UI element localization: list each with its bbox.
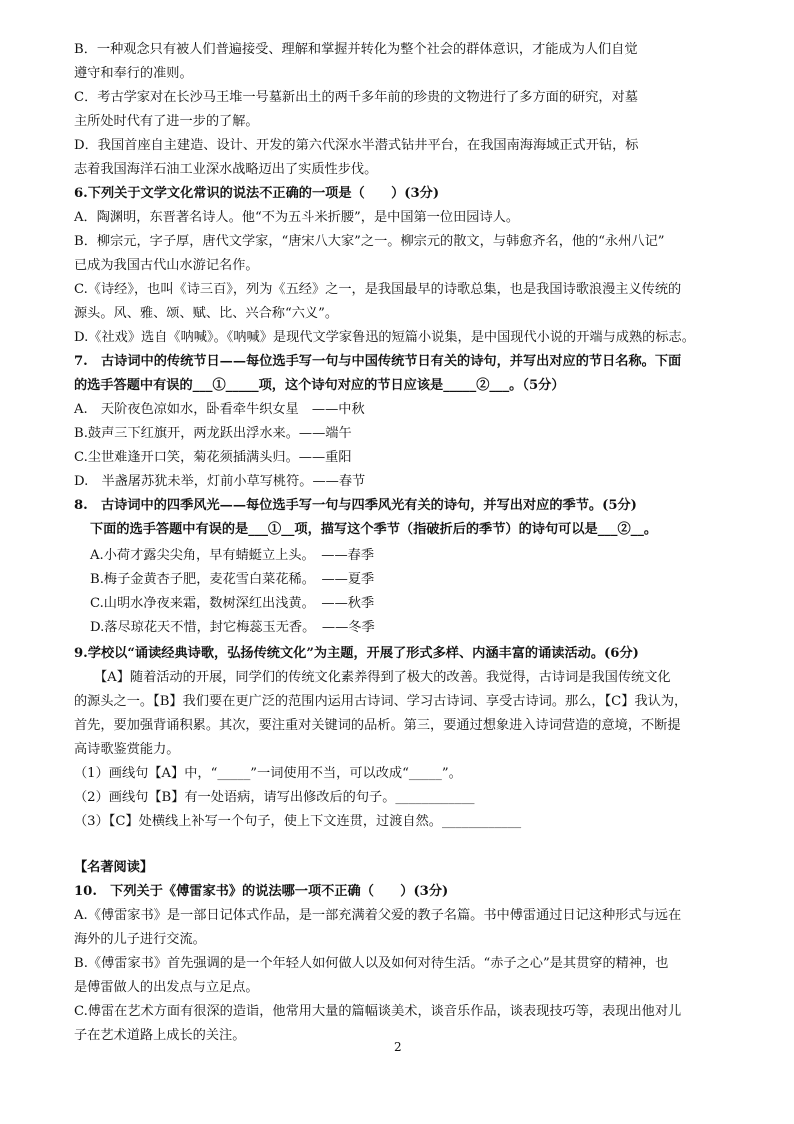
q5-option-b-line2: 遵守和奉行的准则。	[74, 66, 193, 81]
q5-option-b-line1: B．一种观念只有被人们普遍接受、理解和掌握并转化为整个社会的群体意识，才能成为人们自觉	[74, 42, 638, 57]
q9-passage-line1: 【A】随着活动的开展，同学们的传统文化素养得到了极大的改善。我觉得，古诗词是我国传统文化	[94, 670, 671, 685]
q9-subquestion-2: （2）画线句【B】有一处语病，请写出修改后的句子。____________	[74, 790, 475, 805]
q7-option-d: D. 半盏屠苏犹未举，灯前小草写桃符。——春节	[74, 474, 366, 489]
q6-option-a: A．陶渊明，东晋著名诗人。他“不为五斗米折腰”，是中国第一位田园诗人。	[74, 210, 520, 225]
question-8-stem-line1: 8. 古诗词中的四季风光——每位选手写一句与四季风光有关的诗句，并写出对应的季节。(5分)	[74, 498, 637, 513]
q7-option-b: B.鼓声三下红旗开，两龙跃出浮水来。——端午	[74, 426, 352, 441]
page-number: 2	[394, 1040, 402, 1054]
question-6-stem: 6.下列关于文学文化常识的说法不正确的一项是（ ）(3分)	[74, 186, 440, 201]
q6-option-d: D.《社戏》选自《呐喊》。《呐喊》是现代文学家鲁迅的短篇小说集，是中国现代小说的开端与成熟的标志。	[74, 330, 695, 345]
question-8-stem-line2: 下面的选手答题中有误的是___①__项，描写这个季节（指破折后的季节）的诗句可以是___②__。	[90, 522, 658, 537]
q5-option-c-line1: C．考古学家对在长沙马王堆一号墓新出土的两千多年前的珍贵的文物进行了多方面的研究，对墓	[74, 90, 638, 105]
q9-passage-line4: 高诗歌鉴赏能力。	[74, 742, 180, 757]
q5-option-c-line2: 主所处时代有了进一步的了解。	[74, 114, 259, 129]
question-7-stem-line1: 7. 古诗词中的传统节日——每位选手写一句与中国传统节日有关的诗句，并写出对应的节日名称。下面	[74, 354, 682, 369]
q9-passage-line2: 的源头之一。【B】我们要在更广泛的范围内运用古诗词、学习古诗词、享受古诗词。那么，【C】我认为，	[74, 694, 688, 709]
q9-subquestion-3: （3）【C】处横线上补写一个句子，使上下文连贯，过渡自然。____________	[74, 814, 522, 829]
q6-option-c-line1: C.《诗经》，也叫《诗三百》，列为《五经》之一，是我国最早的诗歌总集，也是我国诗歌浪漫主义传统的	[74, 282, 682, 297]
q10-option-a-line1: A.《傅雷家书》是一部日记体式作品，是一部充满着父爱的教子名篇。书中傅雷通过日记这种形式与远在	[74, 908, 682, 923]
q10-option-b-line2: 是傅雷做人的出发点与立足点。	[74, 980, 259, 995]
section-heading: 【名著阅读】	[74, 860, 154, 875]
question-7-stem-line2: 的选手答题中有误的___①_____项，这个诗句对应的节日应该是_____②___。（5分）	[74, 378, 565, 393]
q8-option-b: B.梅子金黄杏子肥，麦花雪白菜花稀。 ——夏季	[90, 572, 375, 587]
q10-option-c-line2: 子在艺术道路上成长的关注。	[74, 1028, 246, 1043]
q6-option-c-line2: 源头。风、雅、颂、赋、比、兴合称“六义”。	[74, 306, 339, 321]
q7-option-a: A. 天阶夜色凉如水，卧看牵牛织女星 ——中秋	[74, 402, 365, 417]
q6-option-b-line1: B．柳宗元，字子厚，唐代文学家，“唐宋八大家”之一。柳宗元的散文，与韩愈齐名，他的“永州八记”	[74, 234, 665, 249]
q8-option-d: D.落尽琼花天不惜，封它梅蕊玉无香。 ——冬季	[90, 620, 375, 635]
question-10-stem: 10. 下列关于《傅雷家书》的说法哪一项不正确（ ）(3分)	[74, 884, 449, 899]
q9-passage-line3: 首先，要加强背诵积累。其次，要注重对关键词的品析。第三，要通过想象进入诗词营造的意境，不断提	[74, 718, 681, 733]
q6-option-b-line2: 已成为我国古代山水游记名作。	[74, 258, 259, 273]
q10-option-c-line1: C.傅雷在艺术方面有很深的造诣，他常用大量的篇幅谈美术，谈音乐作品，谈表现技巧等，表现出他对儿	[74, 1004, 682, 1019]
q7-option-c: C.尘世难逢开口笑，菊花须插满头归。——重阳	[74, 450, 352, 465]
q10-option-b-line1: B.《傅雷家书》首先强调的是一个年轻人如何做人以及如何对待生活。“赤子之心”是其贯穿的精神，也	[74, 956, 669, 971]
q10-option-a-line2: 海外的儿子进行交流。	[74, 932, 206, 947]
q8-option-a: A.小荷才露尖尖角，早有蜻蜓立上头。 ——春季	[90, 548, 375, 563]
q5-option-d-line2: 志着我国海洋石油工业深水战略迈出了实质性步伐。	[74, 162, 378, 177]
q8-option-c: C.山明水净夜来霜，数树深红出浅黄。 ——秋季	[90, 596, 375, 611]
question-9-stem: 9.学校以“诵读经典诗歌，弘扬传统文化”为主题，开展了形式多样、内涵丰富的诵读活动。(6分)	[74, 646, 639, 661]
q5-option-d-line1: D．我国首座自主建造、设计、开发的第六代深水半潜式钻井平台，在我国南海海域正式开钻，标	[74, 138, 639, 153]
q9-subquestion-1: （1）画线句【A】中，“_____”一词使用不当，可以改成“_____”。	[74, 766, 462, 781]
